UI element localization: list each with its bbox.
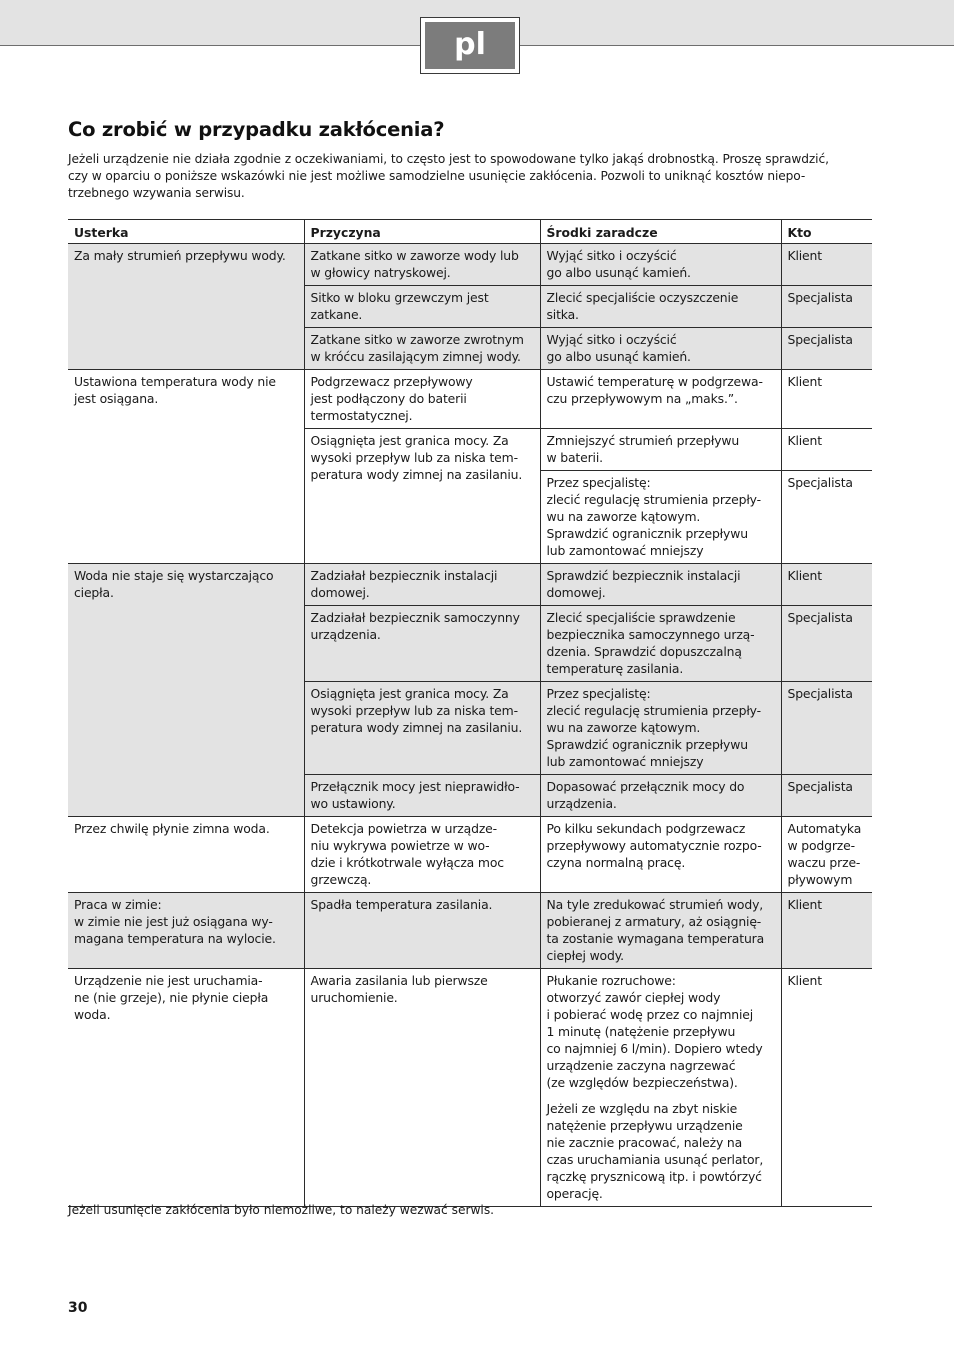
cause-cell — [304, 893, 540, 969]
fault-cell — [68, 564, 304, 817]
fault-cell — [68, 969, 304, 1207]
remedy-cell-line: co najmniej 6 l/min). Dopiero wtedy — [546, 1041, 763, 1056]
fault-cell-line: Praca w zimie: — [74, 897, 162, 912]
who-cell — [781, 969, 872, 1207]
remedy-cell — [540, 682, 781, 775]
cause-cell-line: urządzenia. — [310, 627, 381, 642]
remedy-cell-line: Na tyle zredukować strumień wody, — [546, 897, 764, 912]
cause-cell-line: peratura wody zimnej na zasilaniu. — [310, 467, 523, 482]
table-header-row — [68, 220, 872, 244]
who-cell — [781, 286, 872, 328]
fault-cell-line: woda. — [74, 1007, 111, 1022]
remedy-cell — [540, 370, 781, 429]
who-cell-line: Specjalista — [787, 475, 853, 490]
fault-cell-line: Ustawiona temperatura wody nie — [74, 374, 276, 389]
header-remedy: Środki zaradcze — [540, 220, 781, 244]
cause-cell — [304, 606, 540, 682]
remedy-cell — [540, 286, 781, 328]
remedy-cell-line: Jeżeli ze względu na zbyt niskie — [546, 1101, 738, 1116]
remedy-cell-line: bezpiecznika samoczynnego urzą- — [546, 627, 755, 642]
header-cause: Przyczyna — [304, 220, 540, 244]
who-cell — [781, 564, 872, 606]
remedy-cell-line: zlecić regulację strumienia przepły- — [546, 492, 761, 507]
remedy-cell-line: dzenia. Sprawdzić dopuszczalną — [546, 644, 742, 659]
remedy-cell-line: Przez specjalistę: — [546, 475, 651, 490]
remedy-cell-line: Ustawić temperaturę w podgrzewa- — [546, 374, 763, 389]
who-cell-line: Klient — [787, 248, 822, 263]
remedy-cell-line: sitka. — [546, 307, 579, 322]
fault-cell-line: Za mały strumień przepływu wody. — [74, 248, 286, 263]
remedy-cell — [540, 775, 781, 817]
fault-cell — [68, 244, 304, 370]
who-cell — [781, 817, 872, 893]
fault-cell — [68, 893, 304, 969]
cause-cell — [304, 328, 540, 370]
who-cell-line: Specjalista — [787, 686, 853, 701]
remedy-cell — [540, 893, 781, 969]
intro-line: Jeżeli urządzenie nie działa zgodnie z oczekiwaniami, to często jest to spowodowane tylko jakąś drobnostką. Proszę sprawdzić, — [68, 152, 829, 166]
remedy-cell — [540, 606, 781, 682]
cause-cell — [304, 429, 540, 564]
who-cell — [781, 429, 872, 471]
remedy-cell-line: wu na zaworze kątowym. — [546, 509, 701, 524]
remedy-cell-line: Przez specjalistę: — [546, 686, 651, 701]
who-cell-line: w podgrze- — [787, 838, 855, 853]
remedy-cell-line: 1 minutę (natężenie przepływu — [546, 1024, 736, 1039]
who-cell — [781, 682, 872, 775]
fault-cell-line: w zimie nie jest już osiągana wy- — [74, 914, 273, 929]
who-cell-line: Automatyka — [787, 821, 862, 836]
intro-line: trzebnego wzywania serwisu. — [68, 186, 245, 200]
cause-cell-line: termostatycznej. — [310, 408, 413, 423]
who-cell-line: waczu prze- — [787, 855, 861, 870]
remedy-cell-line: go albo usunąć kamień. — [546, 265, 691, 280]
cause-cell-line: Spadła temperatura zasilania. — [310, 897, 493, 912]
remedy-cell-paragraph — [547, 1100, 775, 1202]
who-cell-line: Specjalista — [787, 290, 853, 305]
intro-paragraph — [68, 151, 868, 202]
fault-cell-line: magana temperatura na wylocie. — [74, 931, 276, 946]
cause-cell-line: Osiągnięta jest granica mocy. Za — [310, 433, 509, 448]
cause-cell-line: Zadziałał bezpiecznik samoczynny — [310, 610, 520, 625]
cause-cell — [304, 564, 540, 606]
remedy-cell-line: Wyjąć sitko i oczyścić — [546, 248, 677, 263]
remedy-cell — [540, 817, 781, 893]
footer-note: Jeżeli usunięcie zakłócenia było niemożliwe, to należy wezwać serwis. — [68, 1203, 495, 1217]
fault-cell-line: ne (nie grzeje), nie płynie ciepła — [74, 990, 269, 1005]
header-who: Kto — [781, 220, 872, 244]
who-cell — [781, 471, 872, 564]
who-cell — [781, 893, 872, 969]
cause-cell-line: zatkane. — [310, 307, 363, 322]
remedy-cell-line: Sprawdzić ogranicznik przepływu — [546, 737, 748, 752]
who-cell-line: Klient — [787, 374, 822, 389]
table-row — [68, 244, 872, 286]
remedy-cell-line: przepływowy automatycznie rozpo- — [546, 838, 762, 853]
remedy-cell — [540, 328, 781, 370]
cause-cell-line: Zadziałał bezpiecznik instalacji — [310, 568, 498, 583]
remedy-cell-line: Sprawdzić ogranicznik przepływu — [546, 526, 748, 541]
cause-cell-line: Podgrzewacz przepływowy — [310, 374, 473, 389]
remedy-cell-line: czas uruchamiania usunąć perlator, — [546, 1152, 764, 1167]
cause-cell-line: Detekcja powietrza w urządze- — [310, 821, 497, 836]
remedy-cell-line: i pobierać wodę przez co najmniej — [546, 1007, 754, 1022]
cause-cell-line: wo ustawiony. — [310, 796, 396, 811]
cause-cell — [304, 286, 540, 328]
who-cell-line: Specjalista — [787, 610, 853, 625]
who-cell-line: pływowym — [787, 872, 853, 887]
cause-cell-line: niu wykrywa powietrze w wo- — [310, 838, 490, 853]
cause-cell-line: grzewczą. — [310, 872, 372, 887]
who-cell — [781, 244, 872, 286]
remedy-cell-line: Wyjąć sitko i oczyścić — [546, 332, 677, 347]
remedy-cell-line: Dopasować przełącznik mocy do — [546, 779, 745, 794]
who-cell — [781, 328, 872, 370]
remedy-cell-line: Płukanie rozruchowe: — [546, 973, 676, 988]
cause-cell-line: jest podłączony do baterii — [310, 391, 467, 406]
cause-cell-line: Awaria zasilania lub pierwsze — [310, 973, 488, 988]
table-row — [68, 564, 872, 606]
who-cell-line: Klient — [787, 973, 822, 988]
remedy-cell-line: Zlecić specjaliście sprawdzenie — [546, 610, 736, 625]
troubleshooting-table — [68, 219, 872, 1207]
remedy-cell-line: ciepłej wody. — [546, 948, 624, 963]
remedy-cell-line: czu przepływowym na „maks.”. — [546, 391, 738, 406]
table-row — [68, 370, 872, 429]
remedy-cell-line: domowej. — [546, 585, 606, 600]
fault-cell-line: ciepła. — [74, 585, 114, 600]
cause-cell — [304, 969, 540, 1207]
remedy-cell-line: czyna normalną pracę. — [546, 855, 686, 870]
who-cell-line: Specjalista — [787, 332, 853, 347]
cause-cell-line: uruchomienie. — [310, 990, 398, 1005]
remedy-cell-line: pobieranej z armatury, aż osiągnię- — [546, 914, 762, 929]
cause-cell — [304, 775, 540, 817]
remedy-cell-line: wu na zaworze kątowym. — [546, 720, 701, 735]
who-cell-line: Specjalista — [787, 779, 853, 794]
remedy-cell — [540, 969, 781, 1207]
remedy-cell-line: Zlecić specjaliście oczyszczenie — [546, 290, 739, 305]
fault-cell-line: jest osiągana. — [74, 391, 159, 406]
cause-cell-line: Osiągnięta jest granica mocy. Za — [310, 686, 509, 701]
remedy-cell-line: Po kilku sekundach podgrzewacz — [546, 821, 746, 836]
remedy-cell-line: Sprawdzić bezpiecznik instalacji — [546, 568, 741, 583]
fault-cell — [68, 817, 304, 893]
table-row — [68, 817, 872, 893]
who-cell — [781, 370, 872, 429]
cause-cell-line: Zatkane sitko w zaworze zwrotnym — [310, 332, 524, 347]
cause-cell-line: wysoki przepływ lub za niska tem- — [310, 703, 518, 718]
cause-cell-line: w króćcu zasilającym zimnej wody. — [310, 349, 521, 364]
remedy-cell — [540, 244, 781, 286]
remedy-cell-line: Zmniejszyć strumień przepływu — [546, 433, 740, 448]
table-body — [68, 244, 872, 1207]
fault-cell — [68, 370, 304, 564]
page-number: 30 — [68, 1300, 88, 1316]
remedy-cell-line: nie zacznie pracować, należy na — [546, 1135, 743, 1150]
header-fault: Usterka — [68, 220, 304, 244]
remedy-cell-line: ta zostanie wymagana temperatura — [546, 931, 765, 946]
cause-cell-line: w głowicy natryskowej. — [310, 265, 451, 280]
language-code: pl — [425, 22, 515, 69]
cause-cell-line: Zatkane sitko w zaworze wody lub — [310, 248, 519, 263]
fault-cell-line: Woda nie staje się wystarczająco — [74, 568, 274, 583]
who-cell-line: Klient — [787, 568, 822, 583]
remedy-cell — [540, 429, 781, 471]
cause-cell — [304, 682, 540, 775]
cause-cell-line: Przełącznik mocy jest nieprawidło- — [310, 779, 520, 794]
remedy-cell-line: w baterii. — [546, 450, 603, 465]
remedy-cell — [540, 564, 781, 606]
fault-cell-line: Urządzenie nie jest uruchamia- — [74, 973, 263, 988]
remedy-cell-line: lub zamontować mniejszy — [546, 543, 704, 558]
cause-cell — [304, 817, 540, 893]
remedy-cell — [540, 471, 781, 564]
remedy-cell-line: otworzyć zawór ciepłej wody — [546, 990, 721, 1005]
remedy-cell-line: lub zamontować mniejszy — [546, 754, 704, 769]
remedy-cell-line: urządzenie zaczyna nagrzewać — [546, 1058, 736, 1073]
remedy-cell-line: go albo usunąć kamień. — [546, 349, 691, 364]
intro-line: czy w oparciu o poniższe wskazówki nie jest możliwe samodzielne usunięcie zakłócenia. Pozwoli to uniknąć kosztów niepo- — [68, 169, 806, 183]
who-cell-line: Klient — [787, 897, 822, 912]
cause-cell — [304, 244, 540, 286]
fault-cell-line: Przez chwilę płynie zimna woda. — [74, 821, 270, 836]
page-title: Co zrobić w przypadku zakłócenia? — [68, 118, 445, 141]
remedy-cell-line: (ze względów bezpieczeństwa). — [546, 1075, 738, 1090]
table-row — [68, 893, 872, 969]
remedy-cell-line: operację. — [546, 1186, 603, 1201]
table-row — [68, 969, 872, 1207]
cause-cell — [304, 370, 540, 429]
remedy-cell-line: temperaturę zasilania. — [546, 661, 684, 676]
language-tab — [420, 17, 520, 74]
cause-cell-line: domowej. — [310, 585, 370, 600]
cause-cell-line: peratura wody zimnej na zasilaniu. — [310, 720, 523, 735]
cause-cell-line: wysoki przepływ lub za niska tem- — [310, 450, 518, 465]
cause-cell-line: Sitko w bloku grzewczym jest — [310, 290, 489, 305]
cause-cell-line: dzie i krótkotrwale wyłącza moc — [310, 855, 504, 870]
remedy-cell-line: zlecić regulację strumienia przepły- — [546, 703, 761, 718]
who-cell — [781, 775, 872, 817]
remedy-cell-line: rączkę prysznicową itp. i powtórzyć — [546, 1169, 762, 1184]
remedy-cell-line: natężenie przepływu urządzenie — [546, 1118, 743, 1133]
remedy-cell-line: urządzenia. — [546, 796, 617, 811]
who-cell-line: Klient — [787, 433, 822, 448]
who-cell — [781, 606, 872, 682]
